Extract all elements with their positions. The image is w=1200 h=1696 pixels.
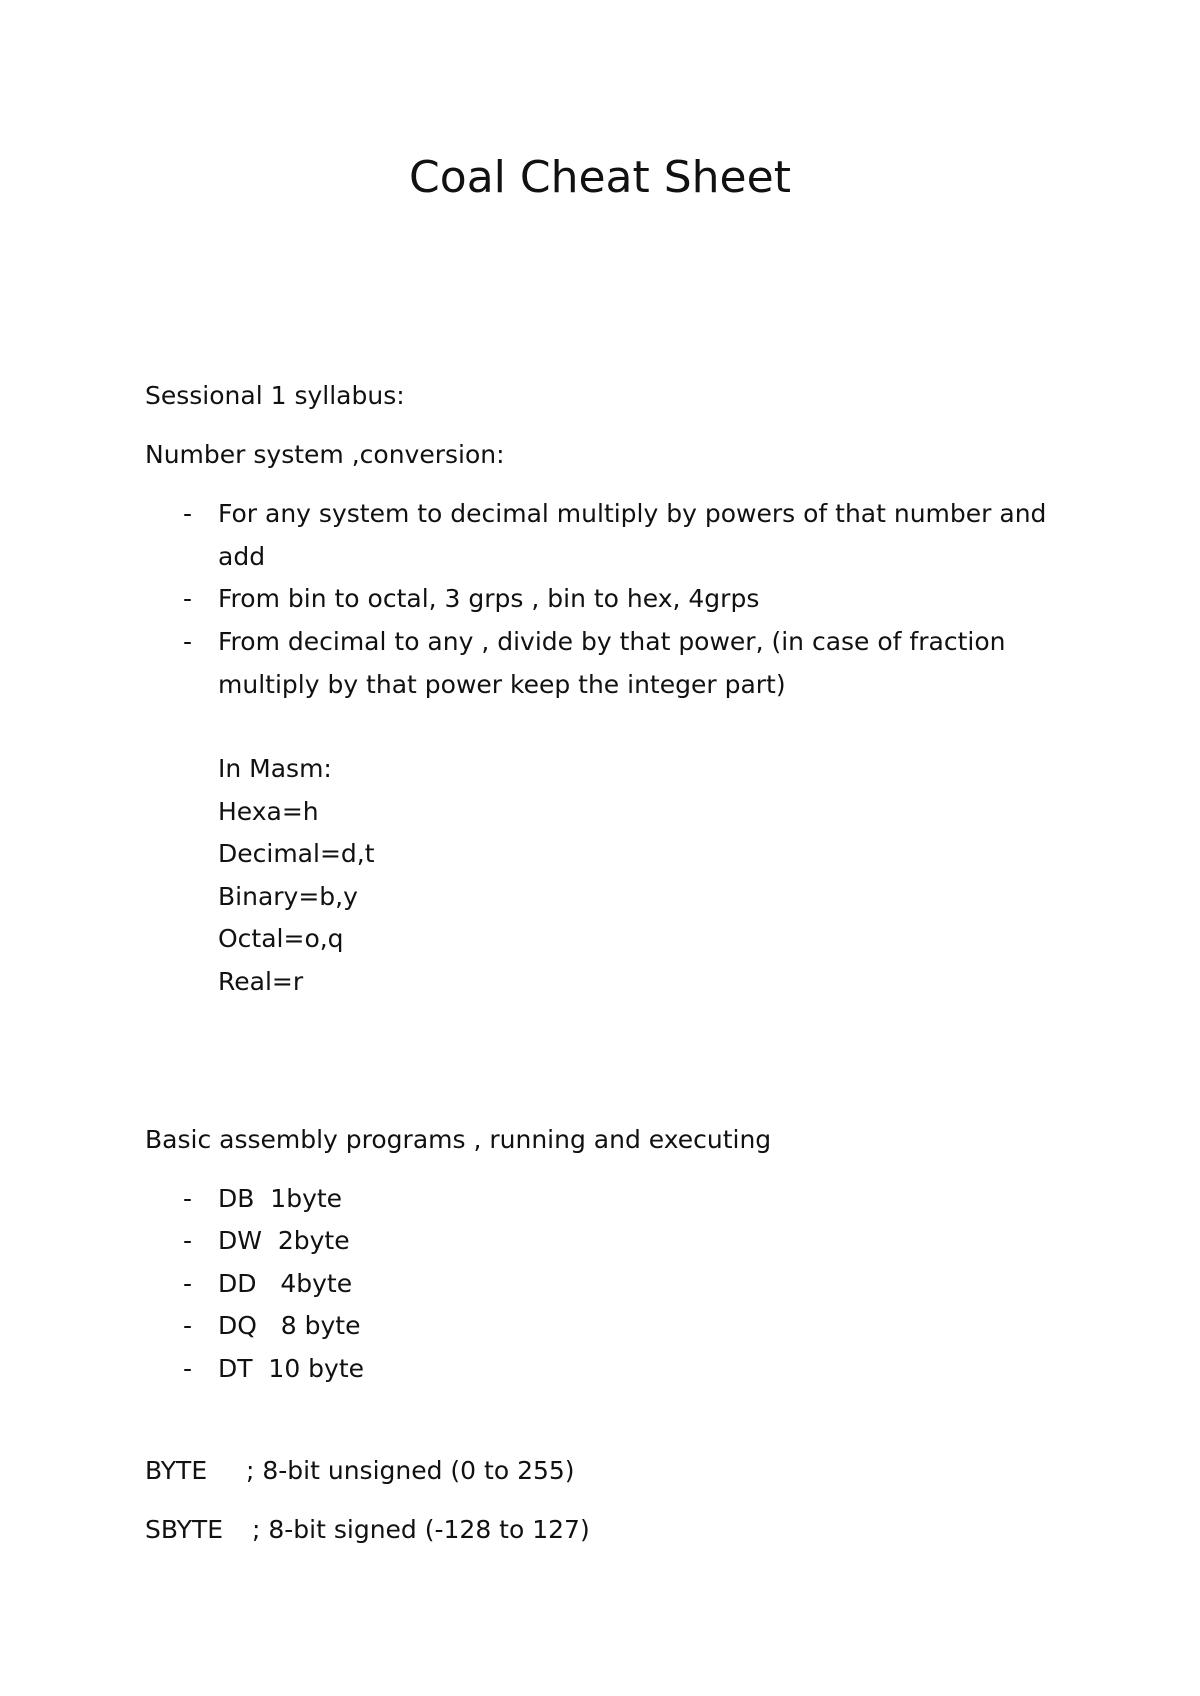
type-description: ; 8-bit unsigned (0 to 255) — [246, 1456, 575, 1485]
bullet-text-continued: multiply by that power keep the integer part) — [218, 670, 786, 699]
bullet-text-continued: add — [218, 542, 266, 571]
bullet-dash: - — [183, 584, 193, 613]
bullet-text: From bin to octal, 3 grps , bin to hex, 4grps — [218, 584, 760, 613]
bullet-dash: - — [183, 1354, 193, 1383]
bullet-dash: - — [183, 1269, 193, 1298]
directive-item: DT 10 byte — [218, 1354, 365, 1383]
masm-item: Decimal=d,t — [218, 839, 375, 868]
section-heading-assembly: Basic assembly programs , running and executing — [145, 1125, 772, 1154]
directive-item: DB 1byte — [218, 1184, 343, 1213]
type-name: BYTE — [145, 1456, 208, 1485]
bullet-text: From decimal to any , divide by that power, (in case of fraction — [218, 627, 1006, 656]
type-description: ; 8-bit signed (-128 to 127) — [252, 1515, 590, 1544]
bullet-dash: - — [183, 1311, 193, 1340]
bullet-dash: - — [183, 1226, 193, 1255]
directive-item: DQ 8 byte — [218, 1311, 361, 1340]
masm-item: Real=r — [218, 967, 304, 996]
type-name: SBYTE — [145, 1515, 223, 1544]
masm-item: Octal=o,q — [218, 924, 344, 953]
section-heading-sessional: Sessional 1 syllabus: — [145, 381, 405, 410]
masm-item: Binary=b,y — [218, 882, 358, 911]
directive-item: DW 2byte — [218, 1226, 350, 1255]
page-title: Coal Cheat Sheet — [409, 152, 791, 203]
directive-item: DD 4byte — [218, 1269, 353, 1298]
masm-heading: In Masm: — [218, 754, 332, 783]
bullet-dash: - — [183, 499, 193, 528]
bullet-text: For any system to decimal multiply by powers of that number and — [218, 499, 1047, 528]
masm-item: Hexa=h — [218, 797, 319, 826]
subheading-number-system: Number system ,conversion: — [145, 440, 505, 469]
bullet-dash: - — [183, 627, 193, 656]
bullet-dash: - — [183, 1184, 193, 1213]
